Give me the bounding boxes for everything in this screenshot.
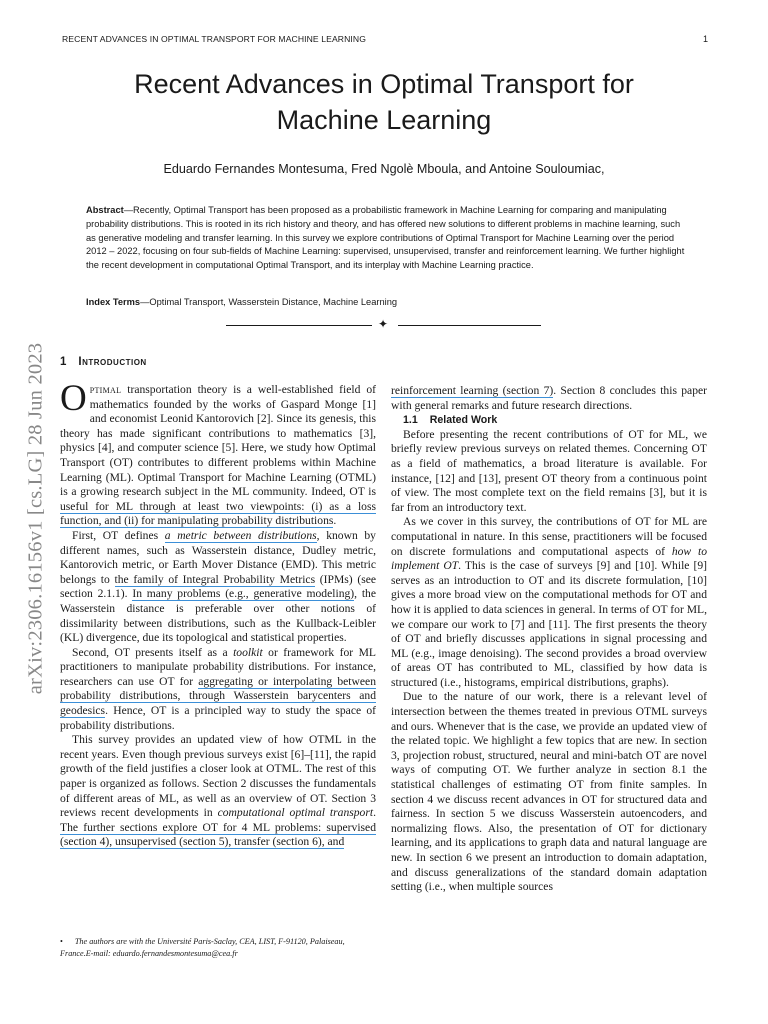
paper-title	[60, 66, 708, 138]
text-italic: toolkit	[233, 645, 263, 659]
related-paragraph-1: Before presenting the recent contributions of OT for ML, we briefly review previous surveys on related themes. Concerning OT as a field of mathematics, a broad literature is available. For instance, [12] and [13], present OT theory from a continuous point of view. The most complete text on the field remains [3], but it is far from an introductory text.	[391, 427, 707, 514]
paper-title-line-1: Recent Advances in Optimal Transport for	[134, 69, 634, 99]
text-span: . Section 8 concludes this paper with general remarks and future research directions.	[391, 384, 707, 412]
subsection-title: Related Work	[429, 414, 498, 427]
running-head: RECENT ADVANCES IN OPTIMAL TRANSPORT FOR MACHINE LEARNING	[62, 34, 366, 44]
barycenters-link[interactable]: aggregating or interpolating between probability distributions, through Wasserstein barycenters and geodesics	[60, 674, 376, 718]
divider-diamond-icon: ✦	[378, 317, 389, 331]
text-span: . Hence, OT is a principled way to study the space of probability distributions.	[60, 704, 376, 732]
paper-title-line-2: Machine Learning	[276, 105, 492, 135]
author-list: Eduardo Fernandes Montesuma, Fred Ngolè Mboula, and Antoine Souloumiac,	[163, 162, 605, 176]
related-paragraph-2	[391, 515, 707, 690]
text-span: transportation theory is a well-established field of mathematics founded by the works of Gaspard Monge [1] and economist Leonid Kantorovich [2]. Since its genesis, this theory has made significant contributions to mathematics [3], physics [4], and computer science [5]. Here, we study how Optimal Transport (OT) contributes to different problems within Machine Learning (ML). Optimal Transport for Machine Learning (OTML) is a growing research subject in the ML community. Indeed, OT is	[60, 383, 376, 499]
divider-line-right	[398, 325, 541, 326]
metric-link[interactable]: a metric between distributions	[164, 528, 317, 542]
divider-line-left	[226, 325, 372, 326]
intro-paragraph-2	[60, 529, 376, 646]
page-number: 1	[703, 34, 709, 44]
intro-paragraph-4	[60, 733, 376, 850]
right-column	[391, 384, 707, 895]
text-span: , the Wasserstein distance is preferable over other notions of dissimilarity between distributions, such as the Kullback-Leibler (KL) divergence, due its topological and statistical properties.	[60, 587, 376, 645]
index-terms-text: —Optimal Transport, Wasserstein Distance, Machine Learning	[140, 297, 398, 307]
sections-link[interactable]: The further sections explore OT for 4 ML problems: supervised (section 4), unsupervised (section 5), transfer (section 6), and	[60, 820, 376, 849]
generative-modeling-link[interactable]: In many problems (e.g., generative modeling)	[132, 587, 355, 601]
drop-cap: O	[60, 378, 87, 419]
abstract-label: Abstract	[86, 205, 124, 215]
rl-section-link[interactable]: reinforcement learning (section 7)	[391, 384, 554, 397]
text-span: This survey provides an updated view of how OTML in the recent years. Even though previous surveys exist [6]–[11], the rapid growth of the field justifies a closer look at OTML. The rest of this paper is organized as follows. Section 2 discusses the fundamentals of different areas of ML, as well as an overview of OT. Section 3 reviews recent developments in	[60, 733, 376, 820]
drop-cap-word-rest: ptimal	[89, 383, 122, 396]
arxiv-identifier[interactable]: arXiv:2306.16156v1 [cs.LG] 28 Jun 2023	[24, 342, 47, 694]
text-italic: computational optimal transport	[217, 806, 374, 820]
text-span: or framework for ML practitioners to manipulate probability distributions. For instance, researchers can use OT for	[60, 645, 376, 688]
footnote-bullet: •	[60, 937, 63, 946]
viewpoints-link[interactable]: useful for ML through at least two viewpoints: (i) as a loss function, and (ii) for manipulating probability distributions	[60, 499, 376, 528]
abstract-text: —Recently, Optimal Transport has been proposed as a probabilistic framework in Machine Learning for comparing and manipulating probability distributions. This is rooted in its rich history and theory, and has offered new solutions to different problems in machine learning, such as generative modeling and transfer learning. In this survey we explore contributions of Optimal Transport for Machine Learning over the period 2012 – 2022, focusing on four sub-fields of Machine Learning: supervised, unsupervised, transfer and reinforcement learning. We further highlight the recent development in computational Optimal Transport, and its interplay with Machine Learning practice.	[86, 205, 685, 271]
intro-paragraph-1	[60, 378, 376, 529]
text-span: As we cover in this survey, the contributions of OT for ML are computational in nature. In this sense, practitioners will be focused on discrete formulations and computational aspects of	[391, 515, 707, 558]
left-column	[60, 378, 377, 850]
text-span: (IPMs) (see section 2.1.1).	[60, 572, 377, 601]
ipm-link[interactable]: the family of Integral Probability Metrics	[114, 572, 316, 586]
section-number: 1	[60, 356, 67, 368]
intro-continuation	[391, 384, 707, 413]
subsection-heading-related-work	[391, 413, 707, 428]
related-paragraph-3: Due to the nature of our work, there is a relevant level of intersection between the themes treated in previous OTML surveys and ours. Whenever that is the case, we provide an updated view of the related topic. We highlight a few topics that are new. In section 3, projection robust, structured, neural and mini-batch OT are novel ways of computing OT. We further analyze in section 8.1 the statistical challenges of estimating OT from finite samples. In section 4 we discuss recent advances in OT for structured data and fairness. In section 5 we discuss Wasserstein autoencoders, and normalizing flows. Also, the presentation of OT for dictionary learning, and its applications to graph data and natural language are new. In section 6 we present an introduction to domain adaptation, and discuss generalizations of the standard domain adaptation setting (i.e., when multiple sources	[391, 690, 707, 894]
subsection-number: 1.1	[403, 414, 418, 427]
text-span: . This is the case of surveys [9] and [10]. While [9] serves as an introduction to OT and its discrete formulation, [10] gives a more broad view on the computational methods for OT and how it is applied to data sciences in general. In terms of OT for ML, we compare our work to [7] and [11]. The first presents the theory of OT and briefly discusses applications in signal processing and ML (e.g., image denoising). The second provides a broad overview of areas OT has contributed to ML, classified by how data is structured (i.e., histograms, empirical distributions, graphs).	[391, 559, 708, 689]
intro-paragraph-3	[60, 646, 376, 734]
index-terms-label: Index Terms	[86, 297, 141, 307]
text-span: .	[373, 806, 376, 820]
section-heading-introduction	[60, 356, 147, 368]
text-span: First, OT defines	[72, 528, 165, 542]
section-title: Introduction	[78, 356, 147, 368]
text-span: Second, OT presents itself as a	[72, 645, 234, 659]
text-span: .	[333, 514, 337, 528]
abstract	[86, 204, 686, 273]
arxiv-stamp	[4, 278, 68, 758]
text-span: , known by different names, such as Wasserstein distance, Dudley metric, Kantorovich metric, or Earth Mover Distance (EMD). This metric belongs to	[60, 528, 376, 586]
footnote-text: The authors are with the Université Paris-Saclay, CEA, LIST, F-91120, Palaiseau, France.E-mail: eduardo.fernandesmontesuma@cea.fr	[60, 937, 345, 958]
text-italic: how to implement OT	[391, 544, 707, 573]
index-terms	[86, 297, 397, 307]
footnote	[60, 936, 376, 959]
